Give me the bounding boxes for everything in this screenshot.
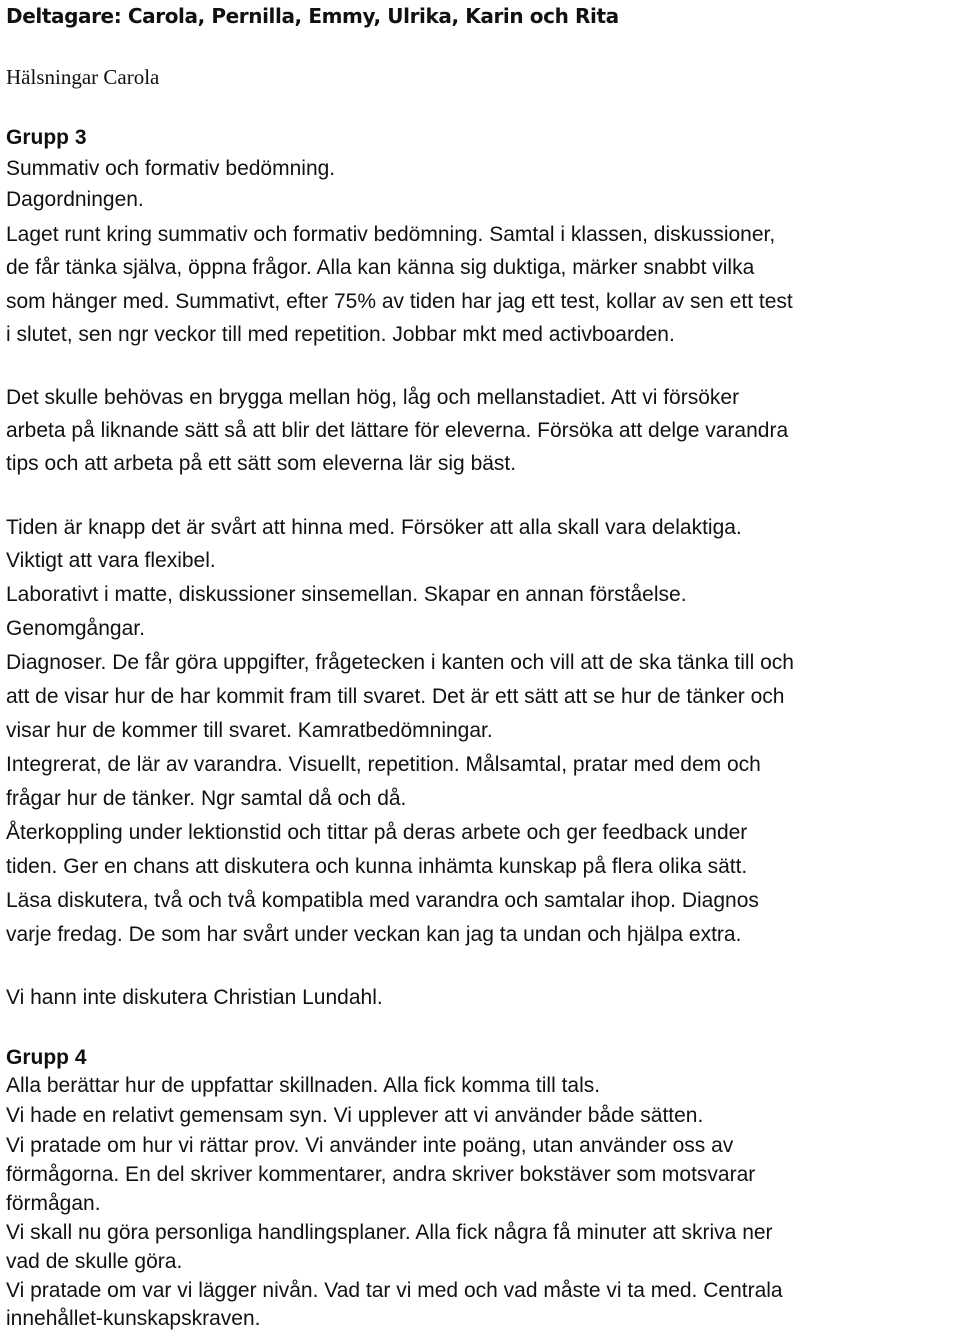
group3-line: tips och att arbeta på ett sätt som eleverna lär sig bäst. [6,452,517,475]
group3-line: Diagnoser. De får göra uppgifter, frågetecken i kanten och vill att de ska tänka till och [6,651,794,674]
group3-line: Läsa diskutera, två och två kompatibla med varandra och samtalar ihop. Diagnos [6,889,759,912]
group3-line: Tiden är knapp det är svårt att hinna med. Försöker att alla skall vara delaktiga. [6,516,742,539]
group4-line: Vi hade en relativt gemensam syn. Vi upplever att vi använder både sätten. [6,1104,704,1127]
group3-line: varje fredag. De som har svårt under veckan kan jag ta undan och hjälpa extra. [6,923,742,946]
group3-line: i slutet, sen ngr veckor till med repetition. Jobbar mkt med activboarden. [6,323,675,346]
group3-line: tiden. Ger en chans att diskutera och kunna inhämta kunskap på flera olika sätt. [6,855,748,878]
group4-line: vad de skulle göra. [6,1250,183,1273]
group3-heading: Grupp 3 [6,126,87,149]
group4-heading: Grupp 4 [6,1046,87,1069]
group3-line: arbeta på liknande sätt så att blir det lättare för eleverna. Försöka att delge varandra [6,419,789,442]
group3-line: Vi hann inte diskutera Christian Lundahl. [6,986,383,1009]
group4-line: Vi skall nu göra personliga handlingsplaner. Alla fick några få minuter att skriva ner [6,1221,773,1244]
group3-line: Integrerat, de lär av varandra. Visuellt, repetition. Målsamtal, pratar med dem och [6,753,761,776]
group3-line: Det skulle behövas en brygga mellan hög, låg och mellanstadiet. Att vi försöker [6,386,740,409]
greeting-line: Hälsningar Carola [6,65,160,89]
group4-line: Vi pratade om hur vi rättar prov. Vi använder inte poäng, utan använder oss av [6,1134,734,1157]
group4-line: innehållet-kunskapskraven. [6,1307,261,1330]
group3-line: frågar hur de tänker. Ngr samtal då och då. [6,787,407,810]
group4-line: Alla berättar hur de uppfattar skillnaden. Alla fick komma till tals. [6,1074,601,1097]
group4-line: förmågan. [6,1192,101,1215]
group3-line: de får tänka själva, öppna frågor. Alla kan känna sig duktiga, märker snabbt vilka [6,256,755,279]
participants-line: Deltagare: Carola, Pernilla, Emmy, Ulrika, Karin och Rita [6,4,619,28]
group3-line: som hänger med. Summativt, efter 75% av tiden har jag ett test, kollar av sen ett test [6,290,793,313]
group3-line: Återkoppling under lektionstid och tittar på deras arbete och ger feedback under [6,821,748,844]
group3-line: att de visar hur de har kommit fram till svaret. Det är ett sätt att se hur de tänker och [6,685,785,708]
group4-line: Vi pratade om var vi lägger nivån. Vad tar vi med och vad måste vi ta med. Centrala [6,1279,783,1302]
group4-line: förmågorna. En del skriver kommentarer, andra skriver bokstäver som motsvarar [6,1163,756,1186]
group3-line: Genomgångar. [6,617,145,640]
group3-line: visar hur de kommer till svaret. Kamratbedömningar. [6,719,493,742]
group3-line: Laget runt kring summativ och formativ bedömning. Samtal i klassen, diskussioner, [6,223,776,246]
group3-line: Dagordningen. [6,188,144,211]
group3-line: Viktigt att vara flexibel. [6,549,216,572]
group3-line: Laborativt i matte, diskussioner sinsemellan. Skapar en annan förståelse. [6,583,687,606]
group3-line: Summativ och formativ bedömning. [6,157,336,180]
